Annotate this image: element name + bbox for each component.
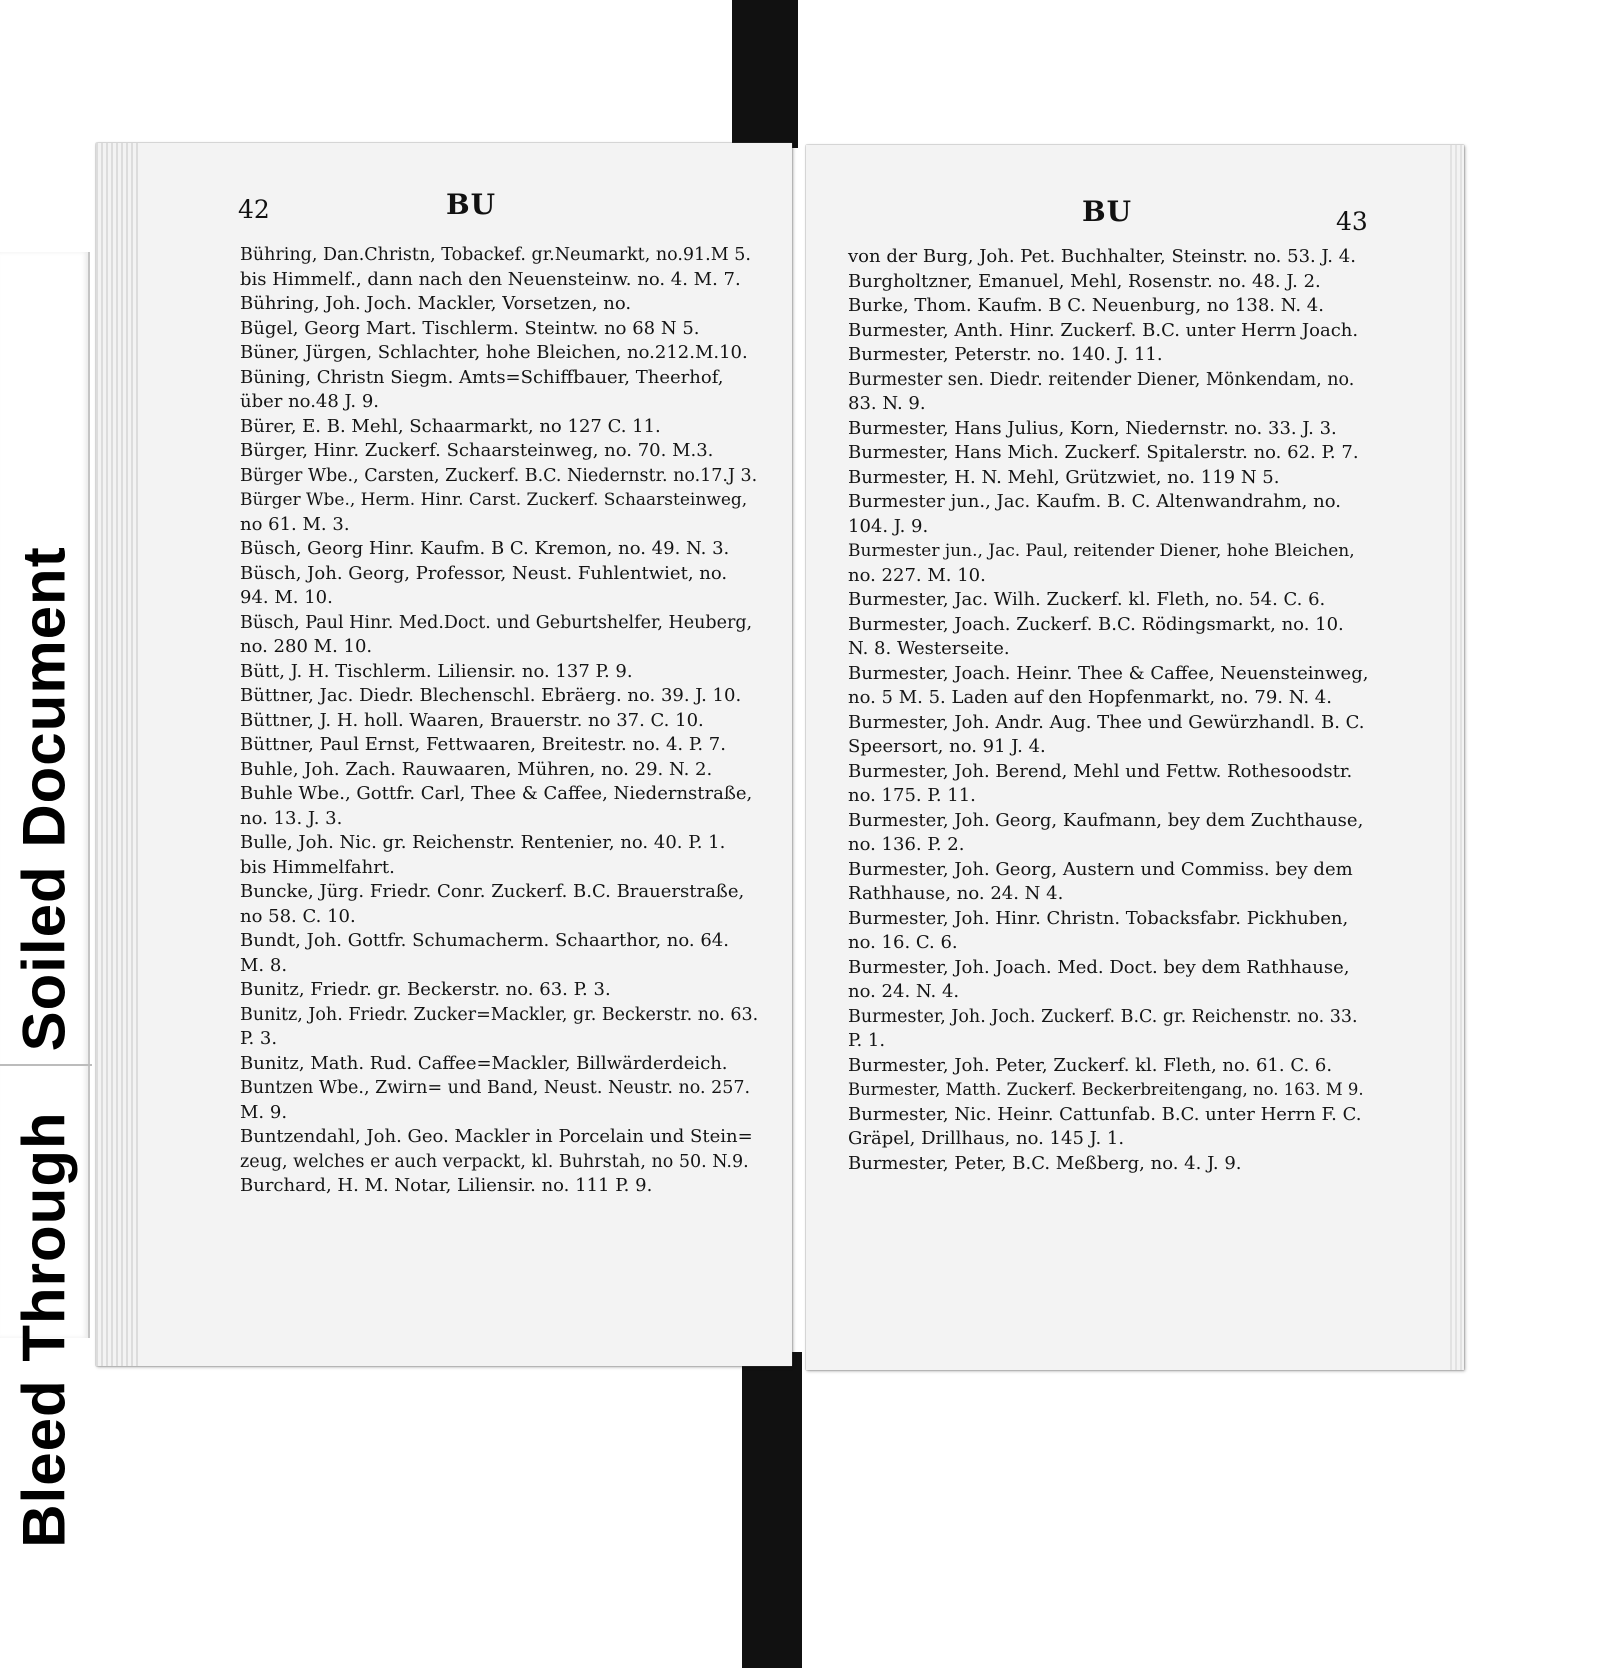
- directory-entry: Burmester jun., Jac. Kaufm. B. C. Altenwandrahm, no.: [848, 491, 1341, 512]
- directory-entry: Bulle, Joh. Nic. gr. Reichenstr. Rentenier, no. 40. P. 1.: [240, 832, 726, 853]
- directory-entry: Gräpel, Drillhaus, no. 145 J. 1.: [848, 1128, 1125, 1149]
- directory-entry: von der Burg, Joh. Pet. Buchhalter, Steinstr. no. 53. J. 4.: [848, 246, 1356, 267]
- directory-entry: N. 8. Westerseite.: [848, 638, 1010, 659]
- directory-entry: no. 24. N. 4.: [848, 981, 960, 1002]
- page-heading-right: BU: [1082, 195, 1133, 228]
- directory-entry: Burke, Thom. Kaufm. B C. Neuenburg, no 138. N. 4.: [848, 295, 1324, 316]
- directory-entry: 104. J. 9.: [848, 515, 929, 537]
- directory-entry: Burmester, Joach. Heinr. Thee & Caffee, Neuensteinweg,: [848, 662, 1369, 684]
- directory-entry: Bürer, E. B. Mehl, Schaarmarkt, no 127 C. 11.: [240, 415, 661, 437]
- directory-entry: no. 136. P. 2.: [848, 834, 965, 855]
- directory-entry: Bürger Wbe., Carsten, Zuckerf. B.C. Niedernstr. no.17.J 3.: [240, 465, 758, 486]
- directory-entry: no. 280 M. 10.: [240, 636, 373, 657]
- directory-entry: Bütt, J. H. Tischlerm. Liliensir. no. 137 P. 9.: [240, 660, 633, 682]
- tape-label-line1: Bleed Through: [10, 1111, 78, 1548]
- directory-entry: Burmester, Matth. Zuckerf. Beckerbreitengang, no. 163. M 9.: [848, 1080, 1364, 1099]
- left-page-edge: [96, 143, 138, 1366]
- directory-entry: Burmester, Nic. Heinr. Cattunfab. B.C. unter Herrn F. C.: [848, 1103, 1362, 1125]
- directory-entry: no 58. C. 10.: [240, 905, 356, 927]
- directory-entry: Burmester, Joach. Zuckerf. B.C. Rödingsmarkt, no. 10.: [848, 613, 1344, 635]
- right-page: [806, 145, 1464, 1370]
- directory-entry: Burmester, Peterstr. no. 140. J. 11.: [848, 344, 1163, 365]
- tape-label: [10, 546, 79, 1547]
- directory-entry: no. 16. C. 6.: [848, 932, 958, 953]
- directory-entry: M. 8.: [240, 954, 288, 976]
- directory-entry: Buncke, Jürg. Friedr. Conr. Zuckerf. B.C. Brauerstraße,: [240, 881, 745, 902]
- page-number-left: 42: [238, 195, 270, 224]
- directory-entry: no 61. M. 3.: [240, 513, 350, 535]
- directory-entry: Bundt, Joh. Gottfr. Schumacherm. Schaarthor, no. 64.: [240, 930, 729, 951]
- directory-entry: P. 3.: [240, 1028, 278, 1049]
- directory-entry: Bunitz, Friedr. gr. Beckerstr. no. 63. P. 3.: [240, 979, 611, 1000]
- directory-entry: Buhle Wbe., Gottfr. Carl, Thee & Caffee, Niedernstraße,: [240, 783, 753, 804]
- right-page-edge: [1450, 145, 1464, 1370]
- directory-entry: Burmester, Joh. Georg, Kaufmann, bey dem Zuchthause,: [848, 809, 1364, 831]
- directory-entry: Rathhause, no. 24. N 4.: [848, 883, 1064, 904]
- directory-entry: Büning, Christn Siegm. Amts=Schiffbauer, Theerhof,: [240, 366, 724, 388]
- directory-entry: Burmester, Joh. Andr. Aug. Thee und Gewürzhandl. B. C.: [848, 711, 1365, 733]
- directory-entry: Burmester jun., Jac. Paul, reitender Diener, hohe Bleichen,: [848, 541, 1355, 561]
- directory-entry: bis Himmelfahrt.: [240, 856, 395, 878]
- directory-entry: Burgholtzner, Emanuel, Mehl, Rosenstr. no. 48. J. 2.: [848, 270, 1321, 292]
- directory-list-right: [848, 245, 1368, 1176]
- directory-entry: Büttner, Paul Ernst, Fettwaaren, Breitestr. no. 4. P. 7.: [240, 734, 726, 755]
- directory-entry: Büttner, Jac. Diedr. Blechenschl. Ebräerg. no. 39. J. 10.: [240, 685, 742, 706]
- directory-entry: Büsch, Joh. Georg, Professor, Neust. Fuhlentwiet, no.: [240, 562, 728, 584]
- directory-entry: Burmester, Anth. Hinr. Zuckerf. B.C. unter Herrn Joach.: [848, 319, 1359, 341]
- spine-shadow-top: [732, 0, 798, 148]
- directory-entry: 83. N. 9.: [848, 393, 926, 414]
- directory-entry: Buhle, Joh. Zach. Rauwaaren, Mühren, no. 29. N. 2.: [240, 758, 713, 780]
- page-heading-left: BU: [446, 188, 497, 221]
- directory-entry: zeug, welches er auch verpackt, kl. Buhrstah, no 50. N.9.: [240, 1151, 749, 1172]
- spine-shadow-bottom: [742, 1352, 802, 1668]
- directory-entry: Büsch, Georg Hinr. Kaufm. B C. Kremon, no. 49. N. 3.: [240, 538, 730, 559]
- directory-entry: Bunitz, Math. Rud. Caffee=Mackler, Billwärderdeich.: [240, 1052, 728, 1074]
- directory-entry: Büttner, J. H. holl. Waaren, Brauerstr. no 37. C. 10.: [240, 709, 704, 731]
- directory-entry: Bunitz, Joh. Friedr. Zucker=Mackler, gr. Beckerstr. no. 63.: [240, 1004, 759, 1025]
- directory-entry: no. 227. M. 10.: [848, 564, 986, 586]
- directory-entry: Bügel, Georg Mart. Tischlerm. Steintw. no 68 N 5.: [240, 317, 700, 339]
- directory-entry: Burchard, H. M. Notar, Liliensir. no. 111 P. 9.: [240, 1175, 653, 1196]
- directory-entry: Burmester, Joh. Berend, Mehl und Fettw. Rothesoodstr.: [848, 760, 1353, 782]
- directory-entry: Burmester, Hans Mich. Zuckerf. Spitalerstr. no. 62. P. 7.: [848, 442, 1359, 463]
- directory-entry: Burmester, Joh. Joch. Zuckerf. B.C. gr. Reichenstr. no. 33.: [848, 1006, 1358, 1027]
- directory-entry: Bühring, Joh. Joch. Mackler, Vorsetzen, no.: [240, 293, 632, 314]
- directory-entry: Burmester, H. N. Mehl, Grützwiet, no. 119 N 5.: [848, 466, 1280, 488]
- directory-entry: P. 1.: [848, 1030, 886, 1051]
- directory-entry: M. 9.: [240, 1101, 288, 1123]
- directory-entry: Buntzendahl, Joh. Geo. Mackler in Porcelain und Stein=: [240, 1126, 753, 1147]
- directory-entry: Burmester, Jac. Wilh. Zuckerf. kl. Fleth, no. 54. C. 6.: [848, 589, 1326, 610]
- directory-entry: no. 5 M. 5. Laden auf den Hopfenmarkt, no. 79. N. 4.: [848, 687, 1332, 708]
- directory-entry: Buntzen Wbe., Zwirn= und Band, Neust. Neustr. no. 257.: [240, 1078, 751, 1098]
- directory-entry: Bürger Wbe., Herm. Hinr. Carst. Zuckerf. Schaarsteinweg,: [240, 490, 748, 510]
- directory-entry: Burmester sen. Diedr. reitender Diener, Mönkendam, no.: [848, 369, 1355, 390]
- directory-entry: bis Himmelf., dann nach den Neuensteinw. no. 4. M. 7.: [240, 268, 741, 290]
- directory-entry: Speersort, no. 91 J. 4.: [848, 736, 1046, 757]
- directory-entry: Burmester, Joh. Georg, Austern und Commiss. bey dem: [848, 858, 1353, 880]
- directory-entry: Burmester, Peter, B.C. Meßberg, no. 4. J. 9.: [848, 1152, 1242, 1174]
- directory-entry: no. 13. J. 3.: [240, 807, 343, 829]
- label-tape: [0, 252, 90, 1548]
- directory-entry: Büner, Jürgen, Schlachter, hohe Bleichen, no.212.M.10.: [240, 342, 748, 363]
- page-number-right: 43: [1336, 207, 1368, 236]
- directory-entry: über no.48 J. 9.: [240, 391, 379, 412]
- directory-entry: Büsch, Paul Hinr. Med.Doct. und Geburtshelfer, Heuberg,: [240, 612, 753, 633]
- directory-entry: Burmester, Joh. Peter, Zuckerf. kl. Fleth, no. 61. C. 6.: [848, 1054, 1333, 1076]
- directory-entry: Burmester, Joh. Joach. Med. Doct. bey dem Rathhause,: [848, 956, 1350, 978]
- directory-entry: Bühring, Dan.Christn, Tobackef. gr.Neumarkt, no.91.M 5.: [240, 245, 751, 265]
- left-page: [96, 143, 792, 1366]
- tape-label-line2: Soiled Document: [10, 546, 78, 1052]
- directory-entry: Bürger, Hinr. Zuckerf. Schaarsteinweg, no. 70. M.3.: [240, 440, 714, 461]
- directory-entry: no. 175. P. 11.: [848, 785, 976, 806]
- directory-entry: Burmester, Joh. Hinr. Christn. Tobacksfabr. Pickhuben,: [848, 907, 1349, 929]
- directory-entry: Burmester, Hans Julius, Korn, Niedernstr. no. 33. J. 3.: [848, 417, 1337, 439]
- directory-list-left: [240, 243, 760, 1199]
- directory-entry: 94. M. 10.: [240, 587, 333, 608]
